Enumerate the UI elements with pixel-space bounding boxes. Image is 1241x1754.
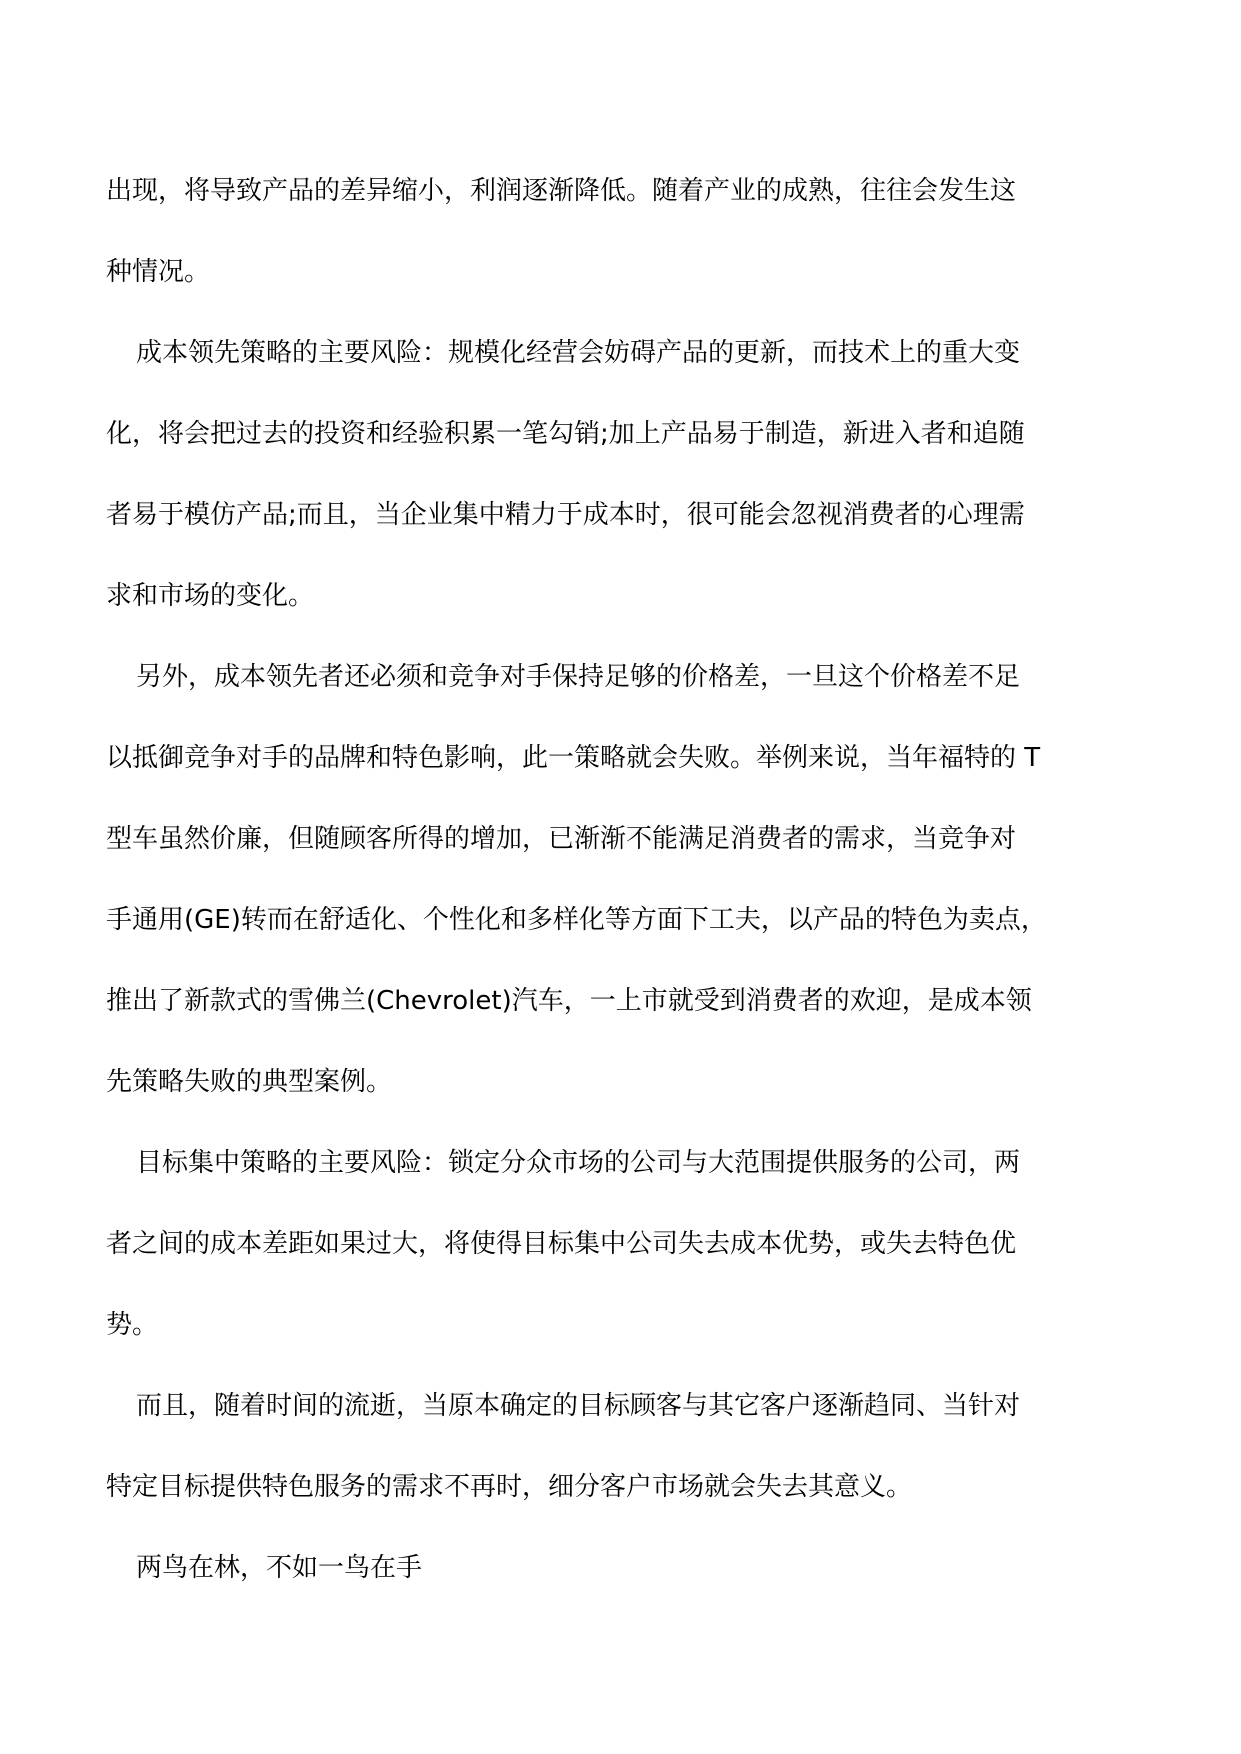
section-heading: 两鸟在林，不如一鸟在手 <box>136 1553 423 1583</box>
text-line: 者之间的成本差距如果过大，将使得目标集中公司失去成本优势，或失去特色优 <box>106 1229 1017 1259</box>
paragraph-start-line: 而且，随着时间的流逝，当原本确定的目标顾客与其它客户逐渐趋同、当针对 <box>136 1391 1021 1421</box>
paragraph-start-line: 另外，成本领先者还必须和竞争对手保持足够的价格差，一旦这个价格差不足 <box>136 662 1021 692</box>
text-line: 出现，将导致产品的差异缩小，利润逐渐降低。随着产业的成熟，往往会发生这 <box>106 176 1017 206</box>
text-line: 势。 <box>106 1310 159 1340</box>
text-line: 以抵御竞争对手的品牌和特色影响，此一策略就会失败。举例来说，当年福特的 T <box>106 743 1041 773</box>
text-line: 型车虽然价廉，但随顾客所得的增加，已渐渐不能满足消费者的需求，当竞争对 <box>106 824 1017 854</box>
text-line: 先策略失败的典型案例。 <box>106 1067 393 1097</box>
text-line: 特定目标提供特色服务的需求不再时，细分客户市场就会失去其意义。 <box>106 1472 913 1502</box>
text-line: 推出了新款式的雪佛兰(Chevrolet)汽车，一上市就受到消费者的欢迎，是成本领 <box>106 986 1032 1016</box>
text-line: 化，将会把过去的投资和经验积累一笔勾销;加上产品易于制造，新进入者和追随 <box>106 419 1025 449</box>
paragraph-start-line: 目标集中策略的主要风险：锁定分众市场的公司与大范围提供服务的公司，两 <box>136 1148 1021 1178</box>
text-line: 求和市场的变化。 <box>106 581 315 611</box>
text-line: 者易于模仿产品;而且，当企业集中精力于成本时，很可能会忽视消费者的心理需 <box>106 500 1025 530</box>
document-body <box>106 166 1146 1624</box>
text-line: 手通用(GE)转而在舒适化、个性化和多样化等方面下工夫，以产品的特色为卖点， <box>106 905 1047 935</box>
paragraph-start-line: 成本领先策略的主要风险：规模化经营会妨碍产品的更新，而技术上的重大变 <box>136 338 1021 368</box>
text-line: 种情况。 <box>106 257 211 287</box>
